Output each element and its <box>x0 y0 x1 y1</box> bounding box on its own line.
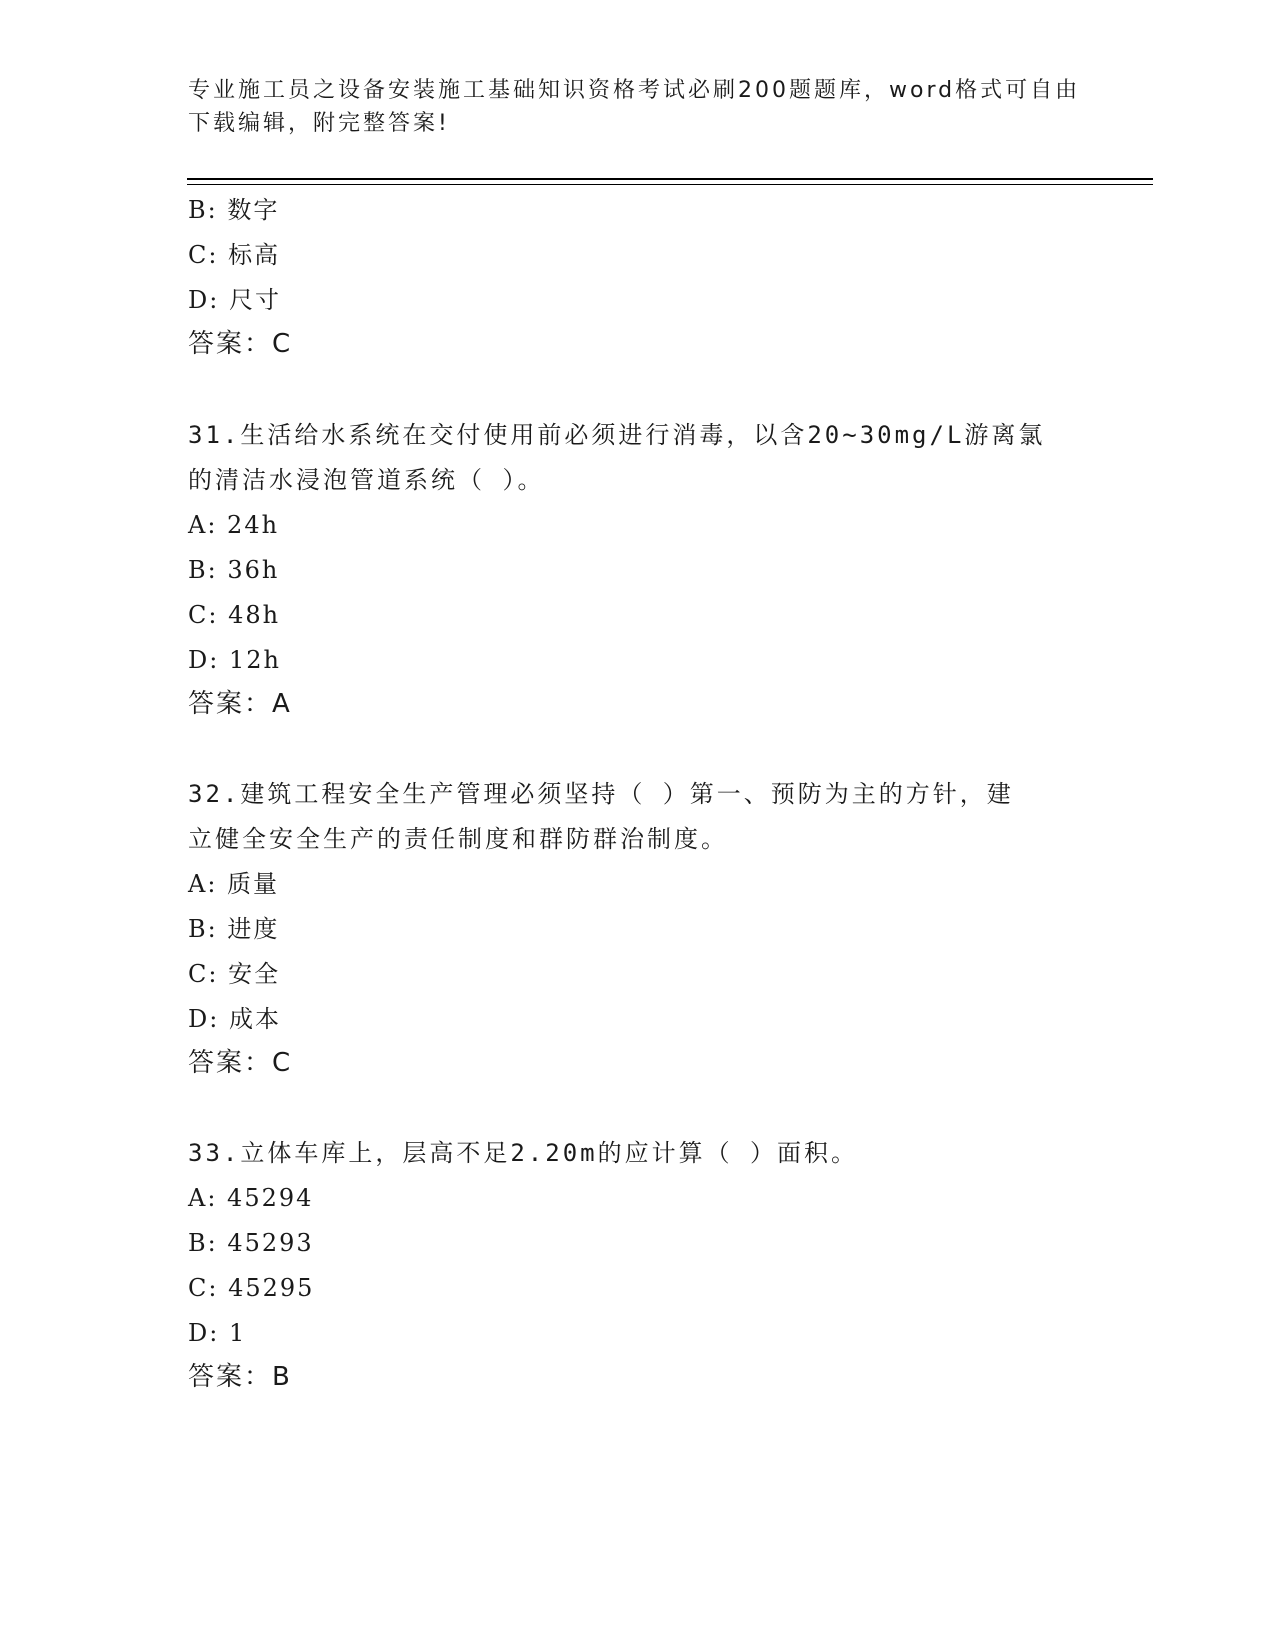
header-divider-thick <box>187 178 1153 180</box>
q32-stem-line-1: 32.建筑工程安全生产管理必须坚持（ ）第一、预防为主的方针，建 <box>188 780 1014 808</box>
q32-stem-line-2: 立健全安全生产的责任制度和群防群治制度。 <box>188 825 728 853</box>
q31-answer: 答案：A <box>188 689 292 719</box>
q31-stem-line-2: 的清洁水浸泡管道系统（ ）。 <box>188 466 545 494</box>
q32-option-d: D: 成本 <box>188 1005 281 1033</box>
q31-option-c: C: 48h <box>188 601 281 629</box>
q33-option-b: B: 45293 <box>188 1229 314 1257</box>
document-header <box>188 74 1088 140</box>
q31-option-a: A: 24h <box>188 511 280 539</box>
header-line-1: 专业施工员之设备安装施工基础知识资格考试必刷200题题库，word格式可自由 <box>188 78 1081 103</box>
header-line-2: 下载编辑，附完整答案! <box>188 111 450 136</box>
q30-option-c: C: 标高 <box>188 241 281 269</box>
q33-option-c: C: 45295 <box>188 1274 315 1302</box>
q33-option-a: A: 45294 <box>188 1184 314 1212</box>
header-divider-thin <box>187 184 1153 185</box>
q30-option-d: D: 尺寸 <box>188 286 281 314</box>
q31-stem-line-1: 31.生活给水系统在交付使用前必须进行消毒，以含20~30mg/L游离氯 <box>188 421 1046 449</box>
q31-option-b: B: 36h <box>188 556 280 584</box>
q30-answer: 答案：C <box>188 329 293 359</box>
q32-option-b: B: 进度 <box>188 915 280 943</box>
q32-answer: 答案：C <box>188 1048 293 1078</box>
q33-answer: 答案：B <box>188 1362 292 1392</box>
q32-option-c: C: 安全 <box>188 960 281 988</box>
q32-option-a: A: 质量 <box>188 870 280 898</box>
q31-option-d: D: 12h <box>188 646 281 674</box>
q33-stem-line-1: 33.立体车库上，层高不足2.20m的应计算（ ）面积。 <box>188 1139 859 1167</box>
q30-option-b: B: 数字 <box>188 196 280 224</box>
q33-option-d: D: 1 <box>188 1319 247 1347</box>
